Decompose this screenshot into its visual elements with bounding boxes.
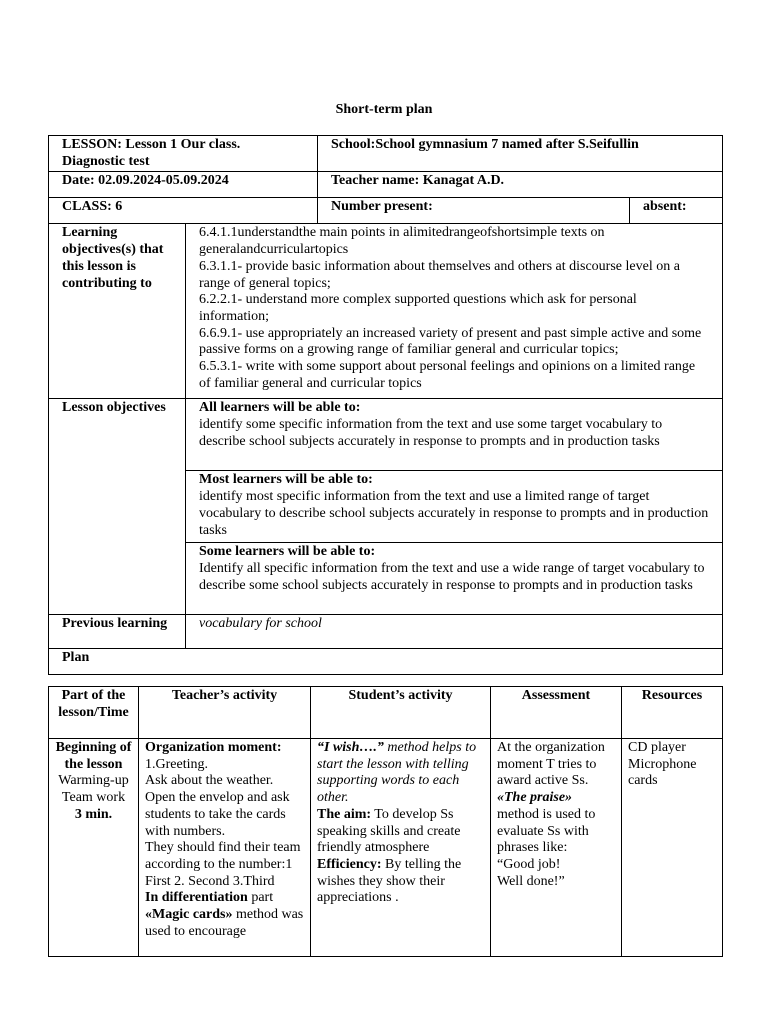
table-row: [49, 739, 723, 957]
student-aim-rest: To develop Ss speaking skills and create friendly atmosphere: [317, 806, 461, 856]
all-learners-cell: [186, 399, 723, 471]
table-row: [49, 224, 723, 399]
teacher-activity-cell: [139, 739, 311, 957]
some-learners-heading: Some learners will be able to:: [199, 544, 376, 560]
teacher-magic-cards: [145, 907, 304, 940]
most-learners-cell: [186, 471, 723, 543]
learning-objectives-label: Learning objectives(s) that this lesson is contributing to: [49, 224, 186, 399]
most-learners-heading: Most learners will be able to:: [199, 472, 373, 488]
teacher-line: Ask about the weather.: [145, 773, 274, 789]
student-activity-cell: [311, 739, 491, 957]
teacher-heading: Organization moment:: [145, 740, 282, 755]
number-present-cell: Number present:: [318, 198, 630, 224]
assess-quote: “Good job!: [497, 856, 561, 872]
teacher-line: They should find their team according to the number:1 First 2. Second 3.Third: [145, 840, 301, 889]
student-eff-rest: By telling the wishes they show their appreciations .: [317, 856, 462, 906]
some-learners-cell: [186, 543, 723, 615]
table-row: [49, 198, 723, 224]
assess-text: At the organization moment T tries to award active Ss.: [497, 740, 605, 789]
table-row: [49, 136, 723, 172]
table-row: [49, 172, 723, 198]
school-cell: School:School gymnasium 7 named after S.Seifullin: [318, 136, 723, 172]
most-learners-text: identify most specific information from the text and use a limited range of target vocabulary to describe school subjects accurately in response to prompts and in production tasks: [199, 489, 709, 538]
column-header-student: Student’s activity: [311, 687, 491, 739]
student-aim: [317, 807, 484, 857]
lesson-objectives-label: Lesson objectives: [49, 399, 186, 615]
plan-label: Plan: [49, 649, 723, 675]
teacher-differentiation: [145, 890, 304, 907]
column-header-teacher: Teacher’s activity: [139, 687, 311, 739]
table-row: [49, 649, 723, 675]
part-time: 3 min.: [74, 806, 113, 822]
list-item: 6.2.2.1- understand more complex supported questions which ask for personal information;: [199, 292, 637, 324]
assessment-cell: [491, 739, 622, 957]
plan-table: [48, 686, 723, 957]
list-item: 6.6.9.1- use appropriately an increased variety of present and past simple active and some passive forms on a growing range of familiar general and curricular topics;: [199, 325, 702, 358]
list-item: 6.4.1.1understandthe main points in alimitedrangeofshortsimple texts on generalandcurriculartopics: [199, 225, 605, 258]
resource-item: Microphone cards: [628, 756, 697, 789]
resource-item: CD player: [628, 740, 686, 755]
date-cell: Date: 02.09.2024-05.09.2024: [49, 172, 318, 198]
teacher-magic-rest: method was used to encourage: [145, 907, 304, 939]
table-row: [49, 687, 723, 739]
student-eff-bold: Efficiency:: [317, 856, 382, 872]
resources-cell: [622, 739, 723, 957]
table-row: [49, 615, 723, 649]
part-sub: Warming-up: [58, 773, 129, 789]
previous-learning-value: vocabulary for school: [186, 615, 723, 649]
table-row: [49, 399, 723, 471]
previous-learning-label: Previous learning: [49, 615, 186, 649]
column-header-resources: Resources: [622, 687, 723, 739]
student-aim-bold: The aim:: [317, 806, 372, 822]
lesson-cell: LESSON: Lesson 1 Our class. Diagnostic test: [49, 136, 318, 172]
part-title: Beginning of the lesson: [55, 740, 132, 772]
document-title: Short-term plan: [335, 102, 433, 117]
column-header-assessment: Assessment: [491, 687, 622, 739]
student-method-rest: method helps to start the lesson with telling supporting words to each other.: [317, 740, 477, 806]
assess-method: «The praise»: [497, 790, 573, 806]
student-method: [317, 740, 484, 807]
teacher-magic-bold: «Magic cards»: [145, 907, 233, 923]
some-learners-text: Identify all specific information from the text and use a wide range of target vocabulary to describe some school subjects accurately in response to prompts and in production tasks: [199, 561, 705, 593]
all-learners-text: identify some specific information from the text and use some target vocabulary to describe school subjects accurately in response to prompts and in production tasks: [199, 417, 663, 449]
student-efficiency: [317, 857, 484, 907]
assess-quote: Well done!”: [497, 873, 565, 889]
learning-objectives-list: [186, 224, 723, 399]
column-header-part: Part of the lesson/Time: [49, 687, 139, 739]
teacher-cell: Teacher name: Kanagat A.D.: [318, 172, 723, 198]
teacher-diff-bold: In differentiation: [145, 890, 248, 906]
teacher-diff-rest: part: [247, 890, 274, 906]
part-cell: [49, 739, 139, 957]
teacher-line: 1.Greeting.: [145, 756, 208, 772]
teacher-line: Open the envelop and ask students to take the cards with numbers.: [145, 790, 290, 839]
assess-text: method is used to evaluate Ss with phrases like:: [497, 806, 596, 856]
part-sub: Team work: [61, 790, 126, 806]
all-learners-heading: All learners will be able to:: [199, 400, 361, 416]
class-cell: CLASS: 6: [49, 198, 318, 224]
plan-header-table: [48, 135, 723, 675]
list-item: 6.3.1.1- provide basic information about themselves and others at discourse level on a range of general topics;: [199, 258, 680, 291]
list-item: 6.5.3.1- write with some support about personal feelings and opinions on a limited range of familiar general and curricular topics: [199, 359, 696, 391]
student-method-bold: “I wish….”: [317, 740, 384, 755]
absent-cell: absent:: [630, 198, 723, 224]
